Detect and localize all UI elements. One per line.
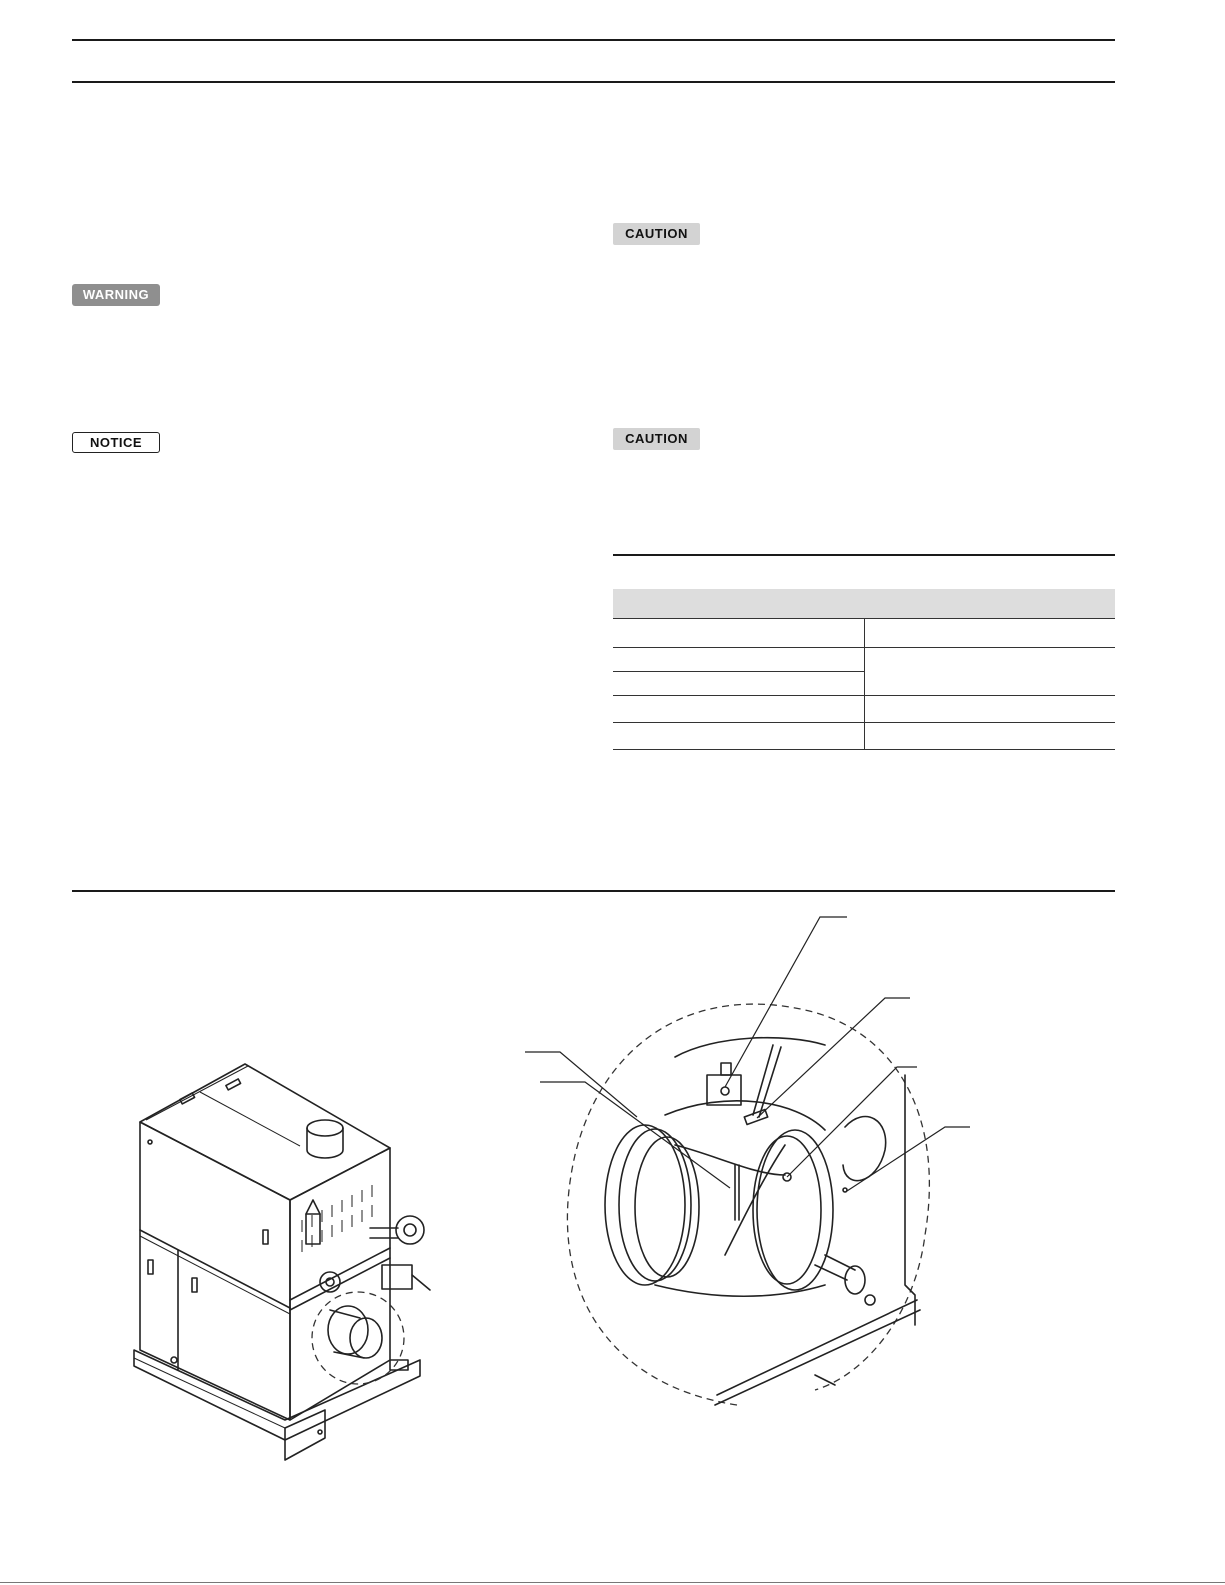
data-table bbox=[613, 589, 1115, 750]
bottom-rule bbox=[0, 1582, 1225, 1583]
table-cell bbox=[865, 648, 1116, 696]
caution-badge: CAUTION bbox=[613, 223, 700, 245]
notice-badge: NOTICE bbox=[72, 432, 160, 453]
table-cell bbox=[613, 672, 865, 696]
table-top-rule bbox=[613, 554, 1115, 556]
warning-badge: WARNING bbox=[72, 284, 160, 306]
header-bottom-rule bbox=[72, 81, 1115, 83]
table-cell bbox=[865, 619, 1116, 648]
table-cell bbox=[865, 723, 1116, 750]
table-cell bbox=[865, 696, 1116, 723]
table-cell bbox=[613, 723, 865, 750]
table-cell bbox=[613, 696, 865, 723]
top-rule bbox=[72, 39, 1115, 41]
boiler-isometric-icon bbox=[120, 1060, 440, 1480]
caution-badge-2: CAUTION bbox=[613, 428, 700, 450]
table-cell bbox=[613, 648, 865, 672]
vent-collar-detail-icon bbox=[525, 915, 985, 1420]
table-header bbox=[613, 589, 1115, 619]
figure-top-rule bbox=[72, 890, 1115, 892]
table-cell bbox=[613, 619, 865, 648]
